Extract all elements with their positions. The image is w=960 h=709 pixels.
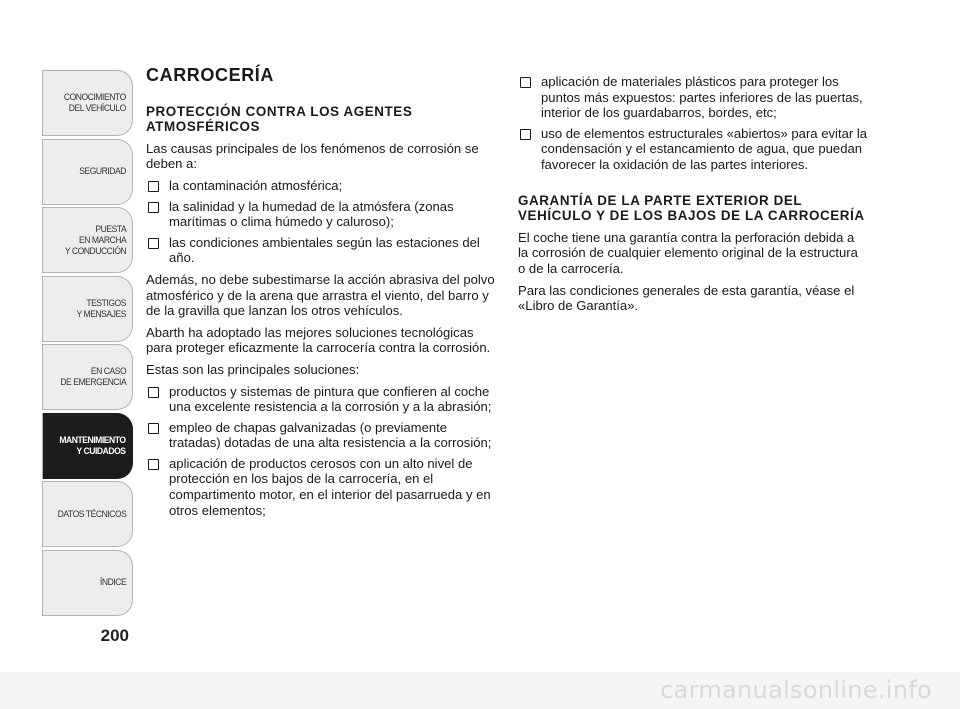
- solutions-list: [146, 384, 496, 519]
- tab-indice[interactable]: [42, 550, 133, 616]
- watermark-text: carmanualsonline.info: [660, 676, 932, 704]
- chapter-tabs: [42, 70, 133, 618]
- tab-testigos-y-mensajes[interactable]: [42, 276, 133, 342]
- intro-paragraph: Las causas principales de los fenómenos de corrosión se deben a:: [146, 140, 479, 172]
- tab-mantenimiento-y-cuidados[interactable]: [42, 413, 133, 479]
- tab-puesta-en-marcha[interactable]: [42, 207, 133, 273]
- list-item: uso de elementos estructurales «abiertos» para evitar la condensación y el estancamiento de agua, que puedan favorecer la oxidación de las partes interiores.: [518, 126, 868, 173]
- paragraph: Además, no debe subestimarse la acción abrasiva del polvo atmosférico y de la arena que arrastra el viento, del barro y de la gravilla que lanzan los otros vehículos.: [146, 271, 495, 319]
- paragraph: Estas son las principales soluciones:: [146, 361, 360, 377]
- paragraph: Para las condiciones generales de esta garantía, véase el «Libro de Garantía».: [518, 282, 855, 314]
- right-column: [518, 74, 868, 320]
- tab-label: MANTENIMIENTO Y CUIDADOS: [59, 434, 126, 457]
- paragraph: El coche tiene una garantía contra la perforación debida a la corrosión de cualquier elemento original de la estructura o de la carrocería.: [518, 229, 858, 276]
- tab-label: DATOS TÉCNICOS: [57, 508, 126, 520]
- tab-label: PUESTA EN MARCHA Y CONDUCCIÓN: [64, 223, 126, 257]
- heading-proteccion: PROTECCIÓN CONTRA LOS AGENTES ATMOSFÉRICOS: [146, 103, 413, 135]
- tab-conocimiento-del-vehiculo[interactable]: [42, 70, 133, 136]
- solutions-list-continued: [518, 74, 868, 173]
- tab-seguridad[interactable]: [42, 139, 133, 205]
- tab-label: CONOCIMIENTO DEL VEHÍCULO: [64, 92, 126, 114]
- tab-label: TESTIGOS Y MENSAJES: [76, 297, 126, 320]
- tab-label: SEGURIDAD: [79, 166, 126, 177]
- list-item: aplicación de productos cerosos con un alto nivel de protección en los bajos de la carrocería, en el compartimento motor, en el interior del pasarrueda y en otros elementos;: [146, 456, 496, 518]
- page-number: 200: [100, 626, 129, 645]
- section-title: CARROCERÍA: [146, 65, 275, 85]
- list-item: productos y sistemas de pintura que confieren al coche una excelente resistencia a la corrosión y a la abrasión;: [146, 384, 496, 415]
- tab-en-caso-de-emergencia[interactable]: [42, 344, 133, 410]
- tab-datos-tecnicos[interactable]: [42, 481, 133, 547]
- tab-label: ÍNDICE: [99, 577, 126, 588]
- tab-label: EN CASO DE EMERGENCIA: [60, 366, 126, 388]
- paragraph: Abarth ha adoptado las mejores soluciones tecnológicas para proteger eficazmente la carrocería contra la corrosión.: [146, 324, 491, 356]
- list-item: empleo de chapas galvanizadas (o previamente tratadas) dotadas de una alta resistencia a la corrosión;: [146, 420, 496, 451]
- list-item: aplicación de materiales plásticos para proteger los puntos más expuestos: partes inferiores de las puertas, interior de los guardabarros, bordes, etc;: [518, 74, 868, 121]
- watermark-strip: [0, 672, 960, 709]
- causes-list: [146, 178, 496, 266]
- list-item: la salinidad y la humedad de la atmósfera (zonas marítimas o clima húmedo y caluroso);: [146, 199, 496, 230]
- heading-garantia: GARANTÍA DE LA PARTE EXTERIOR DEL VEHÍCULO Y DE LOS BAJOS DE LA CARROCERÍA: [518, 192, 865, 224]
- list-item: las condiciones ambientales según las estaciones del año.: [146, 235, 496, 266]
- left-column: [146, 65, 496, 524]
- list-item: la contaminación atmosférica;: [146, 178, 496, 194]
